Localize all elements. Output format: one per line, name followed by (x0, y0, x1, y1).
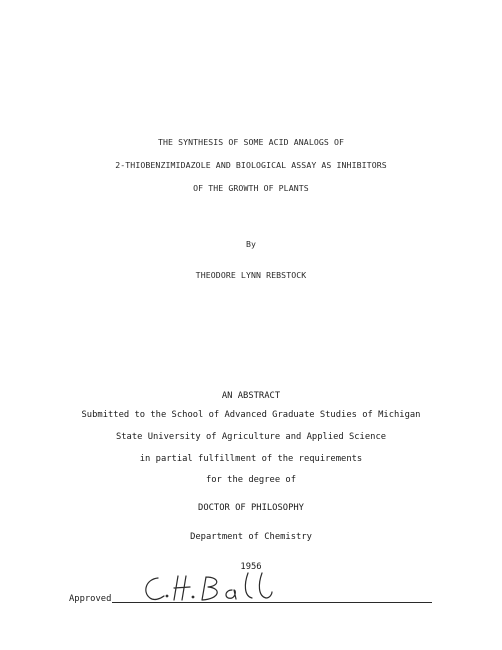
submission-line-4: for the degree of (205, 475, 297, 485)
title-line-2: 2-THIOBENZIMIDAZOLE AND BIOLOGICAL ASSAY AS INHIBITORS (115, 160, 387, 170)
byline: By (245, 239, 257, 249)
title-line-1: THE SYNTHESIS OF SOME ACID ANALOGS OF (157, 137, 345, 147)
submission-line-3: in partial fulfillment of the requirements (139, 454, 363, 464)
department-name: Department of Chemistry (190, 532, 312, 542)
approved-label: Approved (69, 594, 112, 604)
abstract-heading: AN ABSTRACT (221, 391, 281, 401)
submission-line-2: State University of Agriculture and Applied Science (115, 432, 387, 442)
author-name: THEODORE LYNN REBSTOCK (195, 270, 307, 280)
title-line-3: OF THE GROWTH OF PLANTS (193, 183, 309, 193)
submission-line-1: Submitted to the School of Advanced Graduate Studies of Michigan (81, 410, 421, 420)
signature-line (112, 602, 432, 603)
year: 1956 (240, 562, 262, 572)
degree-name: DOCTOR OF PHILOSOPHY (198, 503, 304, 513)
handwritten-signature (140, 570, 290, 606)
